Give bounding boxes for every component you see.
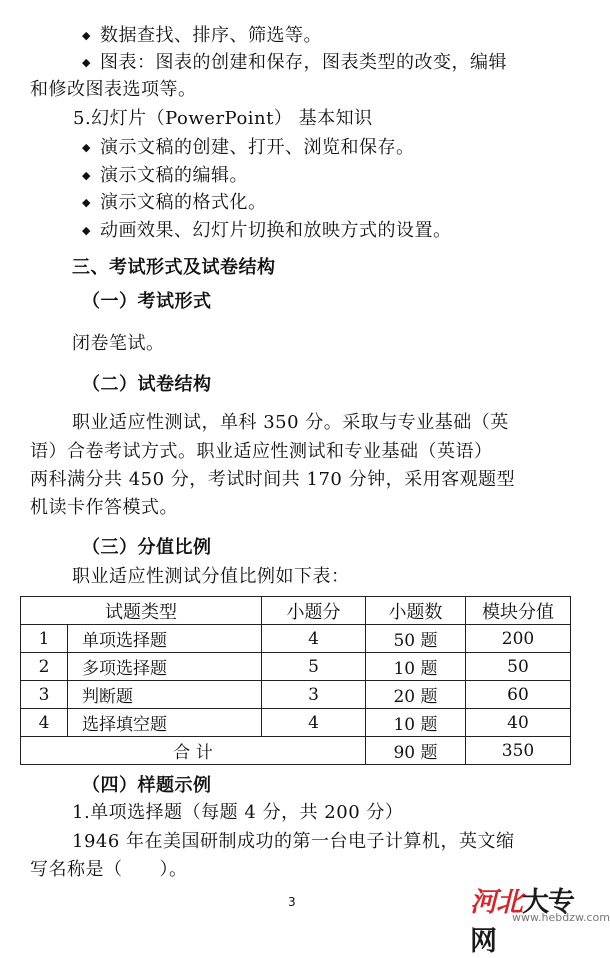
- subheading-exam-form: （一）考试形式: [82, 291, 212, 312]
- table-header-row: [21, 597, 571, 625]
- heading-exam-format: 三、考试形式及试卷结构: [72, 257, 276, 278]
- cell-type: 判断题: [68, 681, 262, 709]
- table-row: [21, 709, 571, 737]
- cell-sum-total: 350: [466, 737, 571, 765]
- cell-total: 40: [466, 709, 571, 737]
- watermark-url: www.hebdzw.com: [512, 911, 610, 924]
- table-row: [21, 681, 571, 709]
- cell-count: 10 题: [366, 709, 466, 737]
- cell-no: 3: [21, 681, 68, 709]
- watermark-logo-a: 河北: [470, 887, 522, 918]
- header-points: 小题分: [262, 597, 366, 625]
- cell-sum-count: 90 题: [366, 737, 466, 765]
- question-text-l2: 写名称是（ ）。: [30, 859, 188, 880]
- score-table: [20, 596, 571, 765]
- watermark: [470, 880, 610, 957]
- cell-total: 200: [466, 625, 571, 653]
- header-module-score: 模块分值: [466, 597, 571, 625]
- paragraph-table-intro: 职业适应性测试分值比例如下表：: [72, 566, 350, 587]
- cell-count: 50 题: [366, 625, 466, 653]
- cell-points: 3: [262, 681, 366, 709]
- table-sum-row: [21, 737, 571, 765]
- bullet-ppt-edit: ◆ 演示文稿的编辑。: [82, 163, 248, 191]
- table-row: [21, 625, 571, 653]
- paragraph-closed-book: 闭卷笔试。: [72, 333, 165, 354]
- page-number: 3: [288, 895, 296, 909]
- cell-points: 5: [262, 653, 366, 681]
- cell-total: 50: [466, 653, 571, 681]
- bullet-data-lookup: ◆ 数据查找、排序、筛选等。: [82, 23, 322, 51]
- cell-count: 10 题: [366, 653, 466, 681]
- question-text-l1: 1946 年在美国研制成功的第一台电子计算机，英文缩: [72, 831, 515, 852]
- paragraph-structure-l1: 职业适应性测试，单科 350 分。采取与专业基础（英: [72, 412, 509, 433]
- paragraph-structure-l2: 语）合卷考试方式。职业适应性测试和专业基础（英语）: [30, 441, 493, 462]
- bullet-charts: ◆ 图表：图表的创建和保存，图表类型的改变，编辑: [82, 50, 507, 78]
- cell-total: 60: [466, 681, 571, 709]
- subheading-score-ratio: （三）分值比例: [82, 537, 212, 558]
- bullet-charts-cont: 和修改图表选项等。: [30, 79, 197, 100]
- subheading-sample-questions: （四）样题示例: [82, 775, 212, 796]
- paragraph-structure-l3: 两科满分共 450 分，考试时间共 170 分钟，采用客观题型: [30, 469, 516, 490]
- paragraph-structure-l4: 机读卡作答模式。: [30, 497, 178, 518]
- cell-points: 4: [262, 625, 366, 653]
- bullet-ppt-format: ◆ 演示文稿的格式化。: [82, 190, 266, 218]
- cell-type: 单项选择题: [68, 625, 262, 653]
- cell-type: 多项选择题: [68, 653, 262, 681]
- watermark-logo-b: 大专网: [470, 887, 574, 957]
- cell-sum-label: 合 计: [21, 737, 366, 765]
- header-question-type: 试题类型: [21, 597, 262, 625]
- question-heading: 1.单项选择题（每题 4 分，共 200 分）: [72, 802, 404, 823]
- bullet-ppt-create: ◆ 演示文稿的创建、打开、浏览和保存。: [82, 135, 414, 163]
- cell-points: 4: [262, 709, 366, 737]
- subheading-paper-structure: （二）试卷结构: [82, 374, 212, 395]
- cell-type: 选择填空题: [68, 709, 262, 737]
- header-count: 小题数: [366, 597, 466, 625]
- cell-no: 1: [21, 625, 68, 653]
- cell-count: 20 题: [366, 681, 466, 709]
- bullet-ppt-animation: ◆ 动画效果、幻灯片切换和放映方式的设置。: [82, 218, 451, 246]
- cell-no: 2: [21, 653, 68, 681]
- cell-no: 4: [21, 709, 68, 737]
- table-row: [21, 653, 571, 681]
- section-powerpoint: 5.幻灯片（PowerPoint） 基本知识: [73, 108, 373, 129]
